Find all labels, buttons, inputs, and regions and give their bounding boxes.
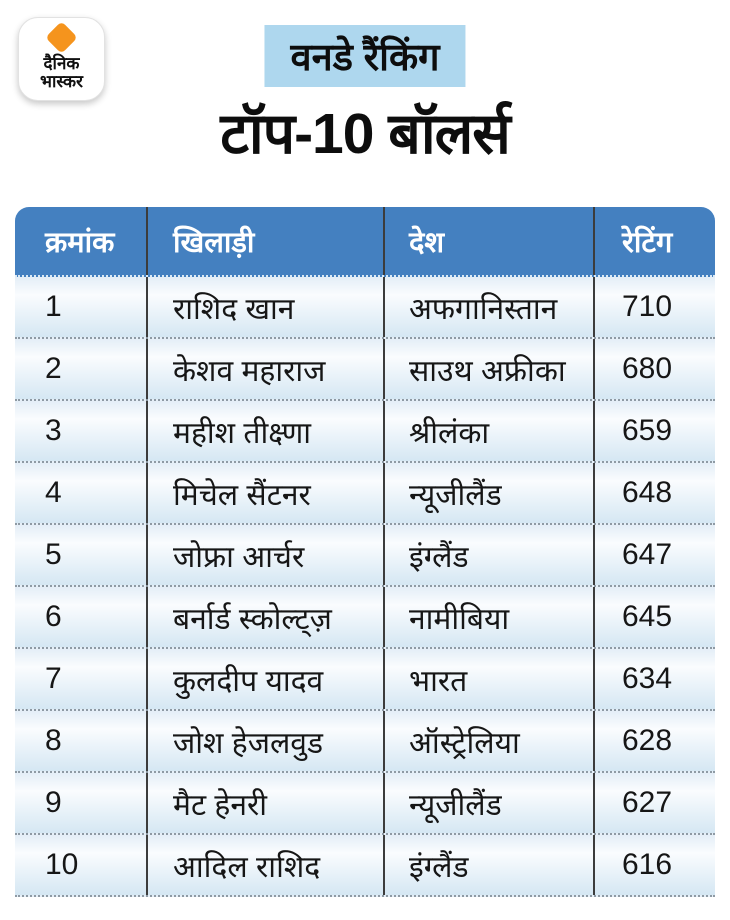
header-rank: क्रमांक bbox=[15, 207, 148, 275]
rank-cell: 9 bbox=[15, 773, 148, 833]
player-cell: आदिल राशिद bbox=[148, 835, 385, 895]
table-row bbox=[15, 773, 715, 835]
rank-cell: 4 bbox=[15, 463, 148, 523]
country-cell: नामीबिया bbox=[385, 587, 595, 647]
table-row bbox=[15, 277, 715, 339]
player-cell: बर्नार्ड स्कोल्ट्ज़ bbox=[148, 587, 385, 647]
player-cell: जोफ्रा आर्चर bbox=[148, 525, 385, 585]
country-cell: भारत bbox=[385, 649, 595, 709]
rating-cell: 680 bbox=[622, 352, 673, 385]
player-cell: जोश हेजलवुड bbox=[148, 711, 385, 771]
player-cell: केशव महाराज bbox=[148, 339, 385, 399]
rank-cell: 2 bbox=[15, 339, 148, 399]
header-rating: रेटिंग bbox=[622, 226, 673, 259]
rank-cell: 3 bbox=[15, 401, 148, 461]
logo-text-line1: दैनिक bbox=[43, 54, 80, 74]
table-header-row bbox=[15, 207, 715, 277]
player-cell: मैट हेनरी bbox=[148, 773, 385, 833]
country-cell: अफगानिस्तान bbox=[385, 277, 595, 337]
table-row bbox=[15, 339, 715, 401]
sun-diamond-icon bbox=[45, 21, 78, 54]
header-country: देश bbox=[385, 207, 595, 275]
country-cell: इंग्लैंड bbox=[385, 835, 595, 895]
rank-cell: 1 bbox=[15, 277, 148, 337]
country-cell: न्यूजीलैंड bbox=[385, 773, 595, 833]
country-cell: इंग्लैंड bbox=[385, 525, 595, 585]
rating-cell: 710 bbox=[622, 290, 673, 323]
table-row bbox=[15, 587, 715, 649]
rank-cell: 7 bbox=[15, 649, 148, 709]
country-cell: न्यूजीलैंड bbox=[385, 463, 595, 523]
rank-cell: 5 bbox=[15, 525, 148, 585]
rank-cell: 8 bbox=[15, 711, 148, 771]
player-cell: महीश तीक्ष्णा bbox=[148, 401, 385, 461]
table-body bbox=[15, 277, 715, 897]
rating-cell: 648 bbox=[622, 476, 673, 509]
country-cell: ऑस्ट्रेलिया bbox=[385, 711, 595, 771]
rating-cell: 647 bbox=[622, 538, 673, 571]
ranking-badge: वनडे रैंकिंग bbox=[264, 25, 465, 87]
rating-cell: 627 bbox=[622, 786, 673, 819]
logo-text-line2: भास्कर bbox=[40, 71, 83, 91]
table-row bbox=[15, 649, 715, 711]
rating-cell: 659 bbox=[622, 414, 673, 447]
table-row bbox=[15, 711, 715, 773]
rankings-table bbox=[15, 207, 715, 897]
player-cell: मिचेल सैंटनर bbox=[148, 463, 385, 523]
player-cell: राशिद खान bbox=[148, 277, 385, 337]
table-row bbox=[15, 463, 715, 525]
country-cell: श्रीलंका bbox=[385, 401, 595, 461]
page-title: टॉप-10 बॉलर्स bbox=[220, 102, 510, 166]
rating-cell: 628 bbox=[622, 724, 673, 757]
dainik-bhaskar-logo bbox=[18, 17, 105, 101]
table-row bbox=[15, 401, 715, 463]
rating-cell: 645 bbox=[622, 600, 673, 633]
header-player: खिलाड़ी bbox=[148, 207, 385, 275]
rank-cell: 10 bbox=[15, 835, 148, 895]
table-row bbox=[15, 835, 715, 897]
rank-cell: 6 bbox=[15, 587, 148, 647]
rating-cell: 616 bbox=[622, 848, 673, 881]
player-cell: कुलदीप यादव bbox=[148, 649, 385, 709]
rating-cell: 634 bbox=[622, 662, 673, 695]
country-cell: साउथ अफ्रीका bbox=[385, 339, 595, 399]
table-row bbox=[15, 525, 715, 587]
